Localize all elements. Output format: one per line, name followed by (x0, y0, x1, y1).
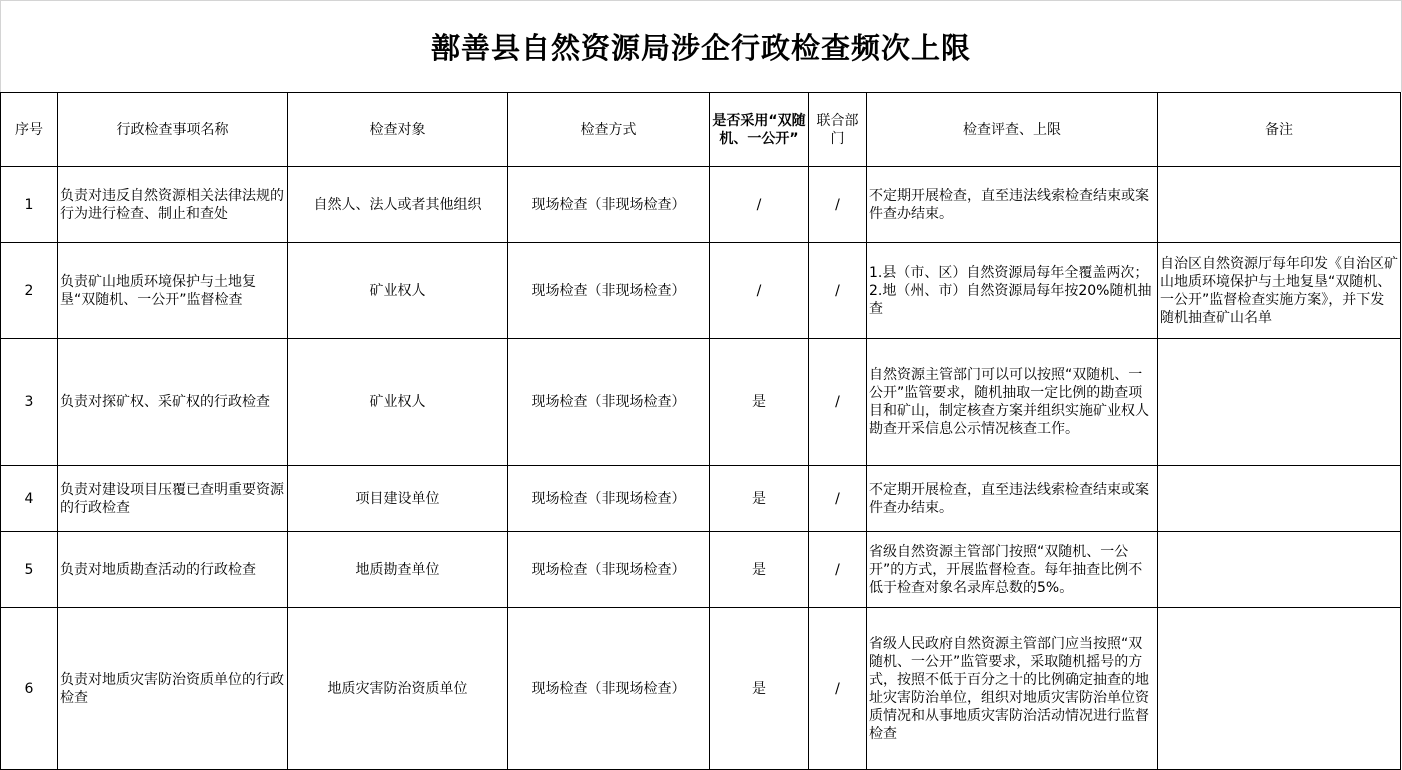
cell-joint[interactable]: / (809, 608, 867, 770)
cell-target[interactable]: 项目建设单位 (288, 466, 508, 532)
sheet-title: 鄯善县自然资源局涉企行政检查频次上限 (0, 0, 1402, 92)
header-random[interactable]: 是否采用“双随机、一公开” (710, 93, 809, 167)
cell-limit[interactable]: 不定期开展检查，直至违法线索检查结束或案件查办结束。 (867, 167, 1158, 243)
header-name[interactable]: 行政检查事项名称 (58, 93, 288, 167)
table-row (1, 243, 1401, 339)
header-note[interactable]: 备注 (1158, 93, 1401, 167)
cell-method[interactable]: 现场检查（非现场检查） (508, 608, 710, 770)
cell-joint[interactable]: / (809, 167, 867, 243)
cell-name[interactable]: 负责矿山地质环境保护与土地复垦“双随机、一公开”监督检查 (58, 243, 288, 339)
cell-random[interactable]: / (710, 167, 809, 243)
cell-note[interactable] (1158, 532, 1401, 608)
cell-seq[interactable]: 2 (1, 243, 58, 339)
cell-seq[interactable]: 5 (1, 532, 58, 608)
cell-name[interactable]: 负责对地质勘查活动的行政检查 (58, 532, 288, 608)
cell-note[interactable]: 自治区自然资源厅每年印发《自治区矿山地质环境保护与土地复垦“双随机、一公开”监督检查实施方案》，并下发随机抽查矿山名单 (1158, 243, 1401, 339)
inspection-table (0, 92, 1401, 770)
cell-joint[interactable]: / (809, 243, 867, 339)
table-row (1, 339, 1401, 466)
cell-method[interactable]: 现场检查（非现场检查） (508, 466, 710, 532)
cell-joint[interactable]: / (809, 532, 867, 608)
cell-random[interactable]: 是 (710, 339, 809, 466)
cell-seq[interactable]: 6 (1, 608, 58, 770)
cell-note[interactable] (1158, 608, 1401, 770)
cell-name[interactable]: 负责对地质灾害防治资质单位的行政检查 (58, 608, 288, 770)
cell-limit[interactable]: 自然资源主管部门可以可以按照“双随机、一公开”监管要求，随机抽取一定比例的勘查项目和矿山，制定核查方案并组织实施矿业权人勘查开采信息公示情况核查工作。 (867, 339, 1158, 466)
cell-limit[interactable]: 省级自然资源主管部门按照“双随机、一公开”的方式，开展监督检查。每年抽查比例不低于检查对象名录库总数的5%。 (867, 532, 1158, 608)
cell-target[interactable]: 地质灾害防治资质单位 (288, 608, 508, 770)
cell-target[interactable]: 自然人、法人或者其他组织 (288, 167, 508, 243)
cell-method[interactable]: 现场检查（非现场检查） (508, 532, 710, 608)
cell-name[interactable]: 负责对建设项目压覆已查明重要资源的行政检查 (58, 466, 288, 532)
header-limit[interactable]: 检查评查、上限 (867, 93, 1158, 167)
cell-random[interactable]: / (710, 243, 809, 339)
cell-method[interactable]: 现场检查（非现场检查） (508, 243, 710, 339)
header-target[interactable]: 检查对象 (288, 93, 508, 167)
cell-name[interactable]: 负责对探矿权、采矿权的行政检查 (58, 339, 288, 466)
cell-seq[interactable]: 1 (1, 167, 58, 243)
cell-name[interactable]: 负责对违反自然资源相关法律法规的行为进行检查、制止和查处 (58, 167, 288, 243)
cell-note[interactable] (1158, 339, 1401, 466)
cell-method[interactable]: 现场检查（非现场检查） (508, 339, 710, 466)
cell-random[interactable]: 是 (710, 532, 809, 608)
cell-method[interactable]: 现场检查（非现场检查） (508, 167, 710, 243)
cell-random[interactable]: 是 (710, 466, 809, 532)
cell-seq[interactable]: 4 (1, 466, 58, 532)
cell-target[interactable]: 矿业权人 (288, 339, 508, 466)
cell-target[interactable]: 矿业权人 (288, 243, 508, 339)
table-row (1, 466, 1401, 532)
cell-note[interactable] (1158, 167, 1401, 243)
cell-random[interactable]: 是 (710, 608, 809, 770)
header-joint[interactable]: 联合部门 (809, 93, 867, 167)
header-row (1, 93, 1401, 167)
table-row (1, 167, 1401, 243)
cell-seq[interactable]: 3 (1, 339, 58, 466)
cell-note[interactable] (1158, 466, 1401, 532)
cell-joint[interactable]: / (809, 466, 867, 532)
cell-joint[interactable]: / (809, 339, 867, 466)
cell-limit[interactable]: 1.县（市、区）自然资源局每年全覆盖两次；2.地（州、市）自然资源局每年按20%随机抽查 (867, 243, 1158, 339)
cell-limit[interactable]: 省级人民政府自然资源主管部门应当按照“双随机、一公开”监管要求，采取随机摇号的方式，按照不低于百分之十的比例确定抽查的地址灾害防治单位，组织对地质灾害防治单位资质情况和从事地质灾害防治活动情况进行监督检查 (867, 608, 1158, 770)
cell-limit[interactable]: 不定期开展检查，直至违法线索检查结束或案件查办结束。 (867, 466, 1158, 532)
table-row (1, 608, 1401, 770)
cell-target[interactable]: 地质勘查单位 (288, 532, 508, 608)
table-row (1, 532, 1401, 608)
header-seq[interactable]: 序号 (1, 93, 58, 167)
header-method[interactable]: 检查方式 (508, 93, 710, 167)
